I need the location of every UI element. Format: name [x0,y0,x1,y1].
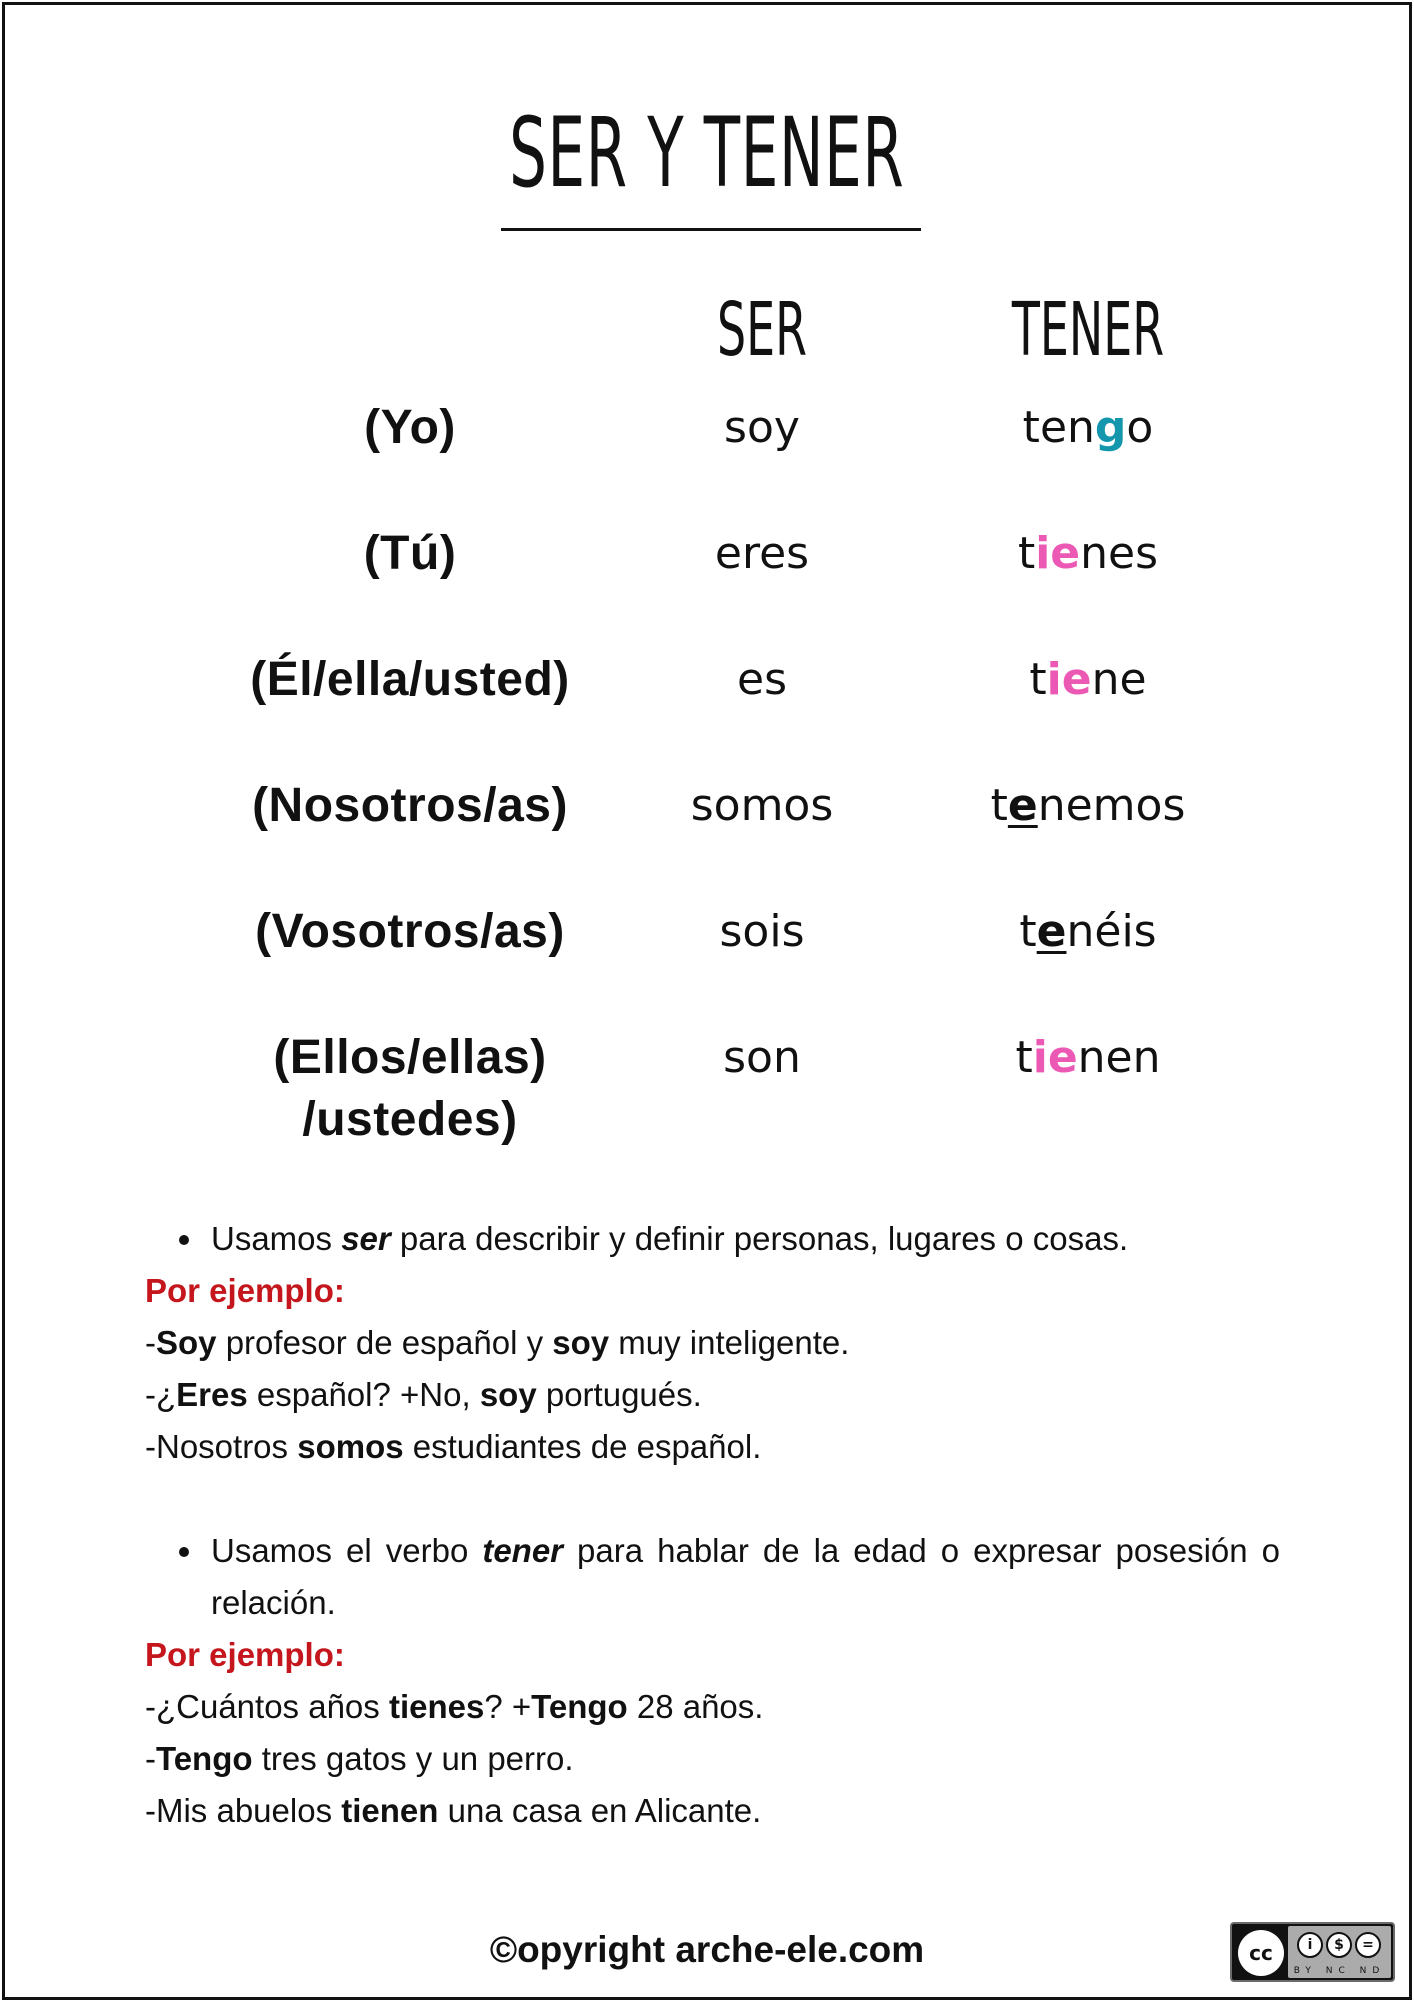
pronoun [160,397,660,459]
cc-license-badge [1230,1922,1395,1982]
text-run: Usamos el verbo [211,1532,483,1569]
text-run: profesor de español y [216,1324,553,1361]
tener-stem-part: t [990,780,1008,831]
example-label: Por ejemplo: [145,1636,345,1673]
usage-bullet [145,1525,1280,1629]
tener-stem-part: o [1126,402,1154,453]
pronoun-line: (Él/ella/usted) [250,653,570,706]
pronoun [160,649,660,711]
ser-form: somos [690,780,834,831]
conjugation-row [5,397,1409,477]
tener-stem-part: en [1039,402,1095,453]
highlighted-verb: soy [552,1324,610,1361]
cc-conditions [1288,1926,1391,1978]
pronoun [160,901,660,963]
tener-irregular-part: g [1094,402,1127,453]
conjugation-row [5,649,1409,729]
text-run: 28 años. [627,1688,764,1725]
pronoun-line: /ustedes) [302,1093,518,1146]
text-run: una casa en Alicante. [438,1792,762,1829]
highlighted-verb: tener [482,1532,564,1569]
attribution-icon: i [1297,1932,1323,1958]
cc-labels: BY NC ND [1293,1966,1386,1976]
text-run: tres gatos y un perro. [252,1740,574,1777]
bullet-dot-icon [179,1547,189,1557]
highlighted-verb: Soy [156,1324,217,1361]
cc-icon: cc [1238,1930,1284,1976]
tener-stem-part: néis [1066,906,1157,957]
example-label: Por ejemplo: [145,1272,345,1309]
highlighted-verb: ser [341,1220,391,1257]
usage-notes [145,1213,1280,1837]
pronoun [160,523,660,585]
tener-form [938,775,1238,837]
example-sentence [145,1785,1280,1837]
tener-form [938,1027,1238,1089]
tener-stem-part: t [1022,402,1040,453]
tener-irregular-part: ie [1046,654,1092,705]
pronoun [160,775,660,837]
ser-form: son [723,1032,801,1083]
tener-stem-part: t [1029,654,1047,705]
text-run: ? + [484,1688,532,1725]
highlighted-verb: soy [479,1376,537,1413]
example-sentence [145,1421,1280,1473]
highlighted-verb: somos [297,1428,404,1465]
title-underline [501,228,921,231]
noderivatives-icon: = [1355,1932,1381,1958]
tener-stem-part: nemos [1037,780,1186,831]
tener-stem-part: t [1019,906,1037,957]
pronoun-line: (Ellos/ellas) [273,1031,547,1084]
text-run: -¿ [145,1376,177,1413]
tener-irregular-part: ie [1032,1032,1078,1083]
example-sentence [145,1317,1280,1369]
tener-irregular-part: ie [1035,528,1081,579]
column-header-tener: TENER [1011,287,1165,373]
tener-form [938,649,1238,711]
column-header-ser: SER [717,287,807,373]
highlighted-verb: tienen [341,1792,439,1829]
example-sentence [145,1733,1280,1785]
title-wrap [5,97,1409,209]
pronoun-line: (Yo) [364,401,456,454]
text-run: - [145,1324,156,1361]
ser-form: soy [724,402,800,453]
highlighted-verb: Eres [176,1376,248,1413]
pronoun-line: (Vosotros/as) [255,905,565,958]
text-run: estudiantes de español. [403,1428,762,1465]
text-run: -Mis abuelos [145,1792,342,1829]
tener-form [938,523,1238,585]
text-run: muy inteligente. [609,1324,850,1361]
example-sentence [145,1681,1280,1733]
text-run: -¿Cuántos años [145,1688,389,1725]
conjugation-row [5,1027,1409,1146]
usage-bullet [145,1213,1280,1265]
tener-irregular-part: e [1036,906,1067,957]
text-run: español? +No, [247,1376,480,1413]
tener-stem-part: nen [1077,1032,1161,1083]
highlighted-verb: tienes [388,1688,485,1725]
text-run: para hablar de la edad o expresar posesión o relación. [211,1532,1281,1621]
ser-form: eres [714,528,810,579]
text-run: Usamos [211,1220,342,1257]
tener-stem-part: nes [1080,528,1159,579]
conjugation-row [5,775,1409,855]
tener-irregular-part: e [1007,780,1038,831]
ser-form: sois [719,906,805,957]
copyright-text: ©opyright arche-ele.com [489,1929,925,1970]
section-gap [145,1473,1280,1525]
text-run: portugués. [536,1376,702,1413]
tener-stem-part: t [1015,1032,1033,1083]
pronoun-line: (Nosotros/as) [252,779,568,832]
noncommercial-icon: $ [1326,1932,1352,1958]
text-run: - [145,1740,156,1777]
text-run: -Nosotros [145,1428,298,1465]
page-title: SER Y TENER [509,97,905,209]
tener-form [938,397,1238,459]
example-sentence [145,1369,1280,1421]
bullet-dot-icon [179,1235,189,1245]
tener-form [938,901,1238,963]
pronoun-line: (Tú) [363,527,457,580]
worksheet-page [2,2,1412,2000]
conjugation-row [5,523,1409,603]
conjugation-row [5,901,1409,981]
highlighted-verb: Tengo [156,1740,253,1777]
highlighted-verb: Tengo [531,1688,628,1725]
pronoun [160,1027,660,1151]
tener-stem-part: ne [1091,654,1147,705]
ser-form: es [737,654,787,705]
text-run: para describir y definir personas, lugares o cosas. [390,1220,1129,1257]
tener-stem-part: t [1017,528,1036,579]
